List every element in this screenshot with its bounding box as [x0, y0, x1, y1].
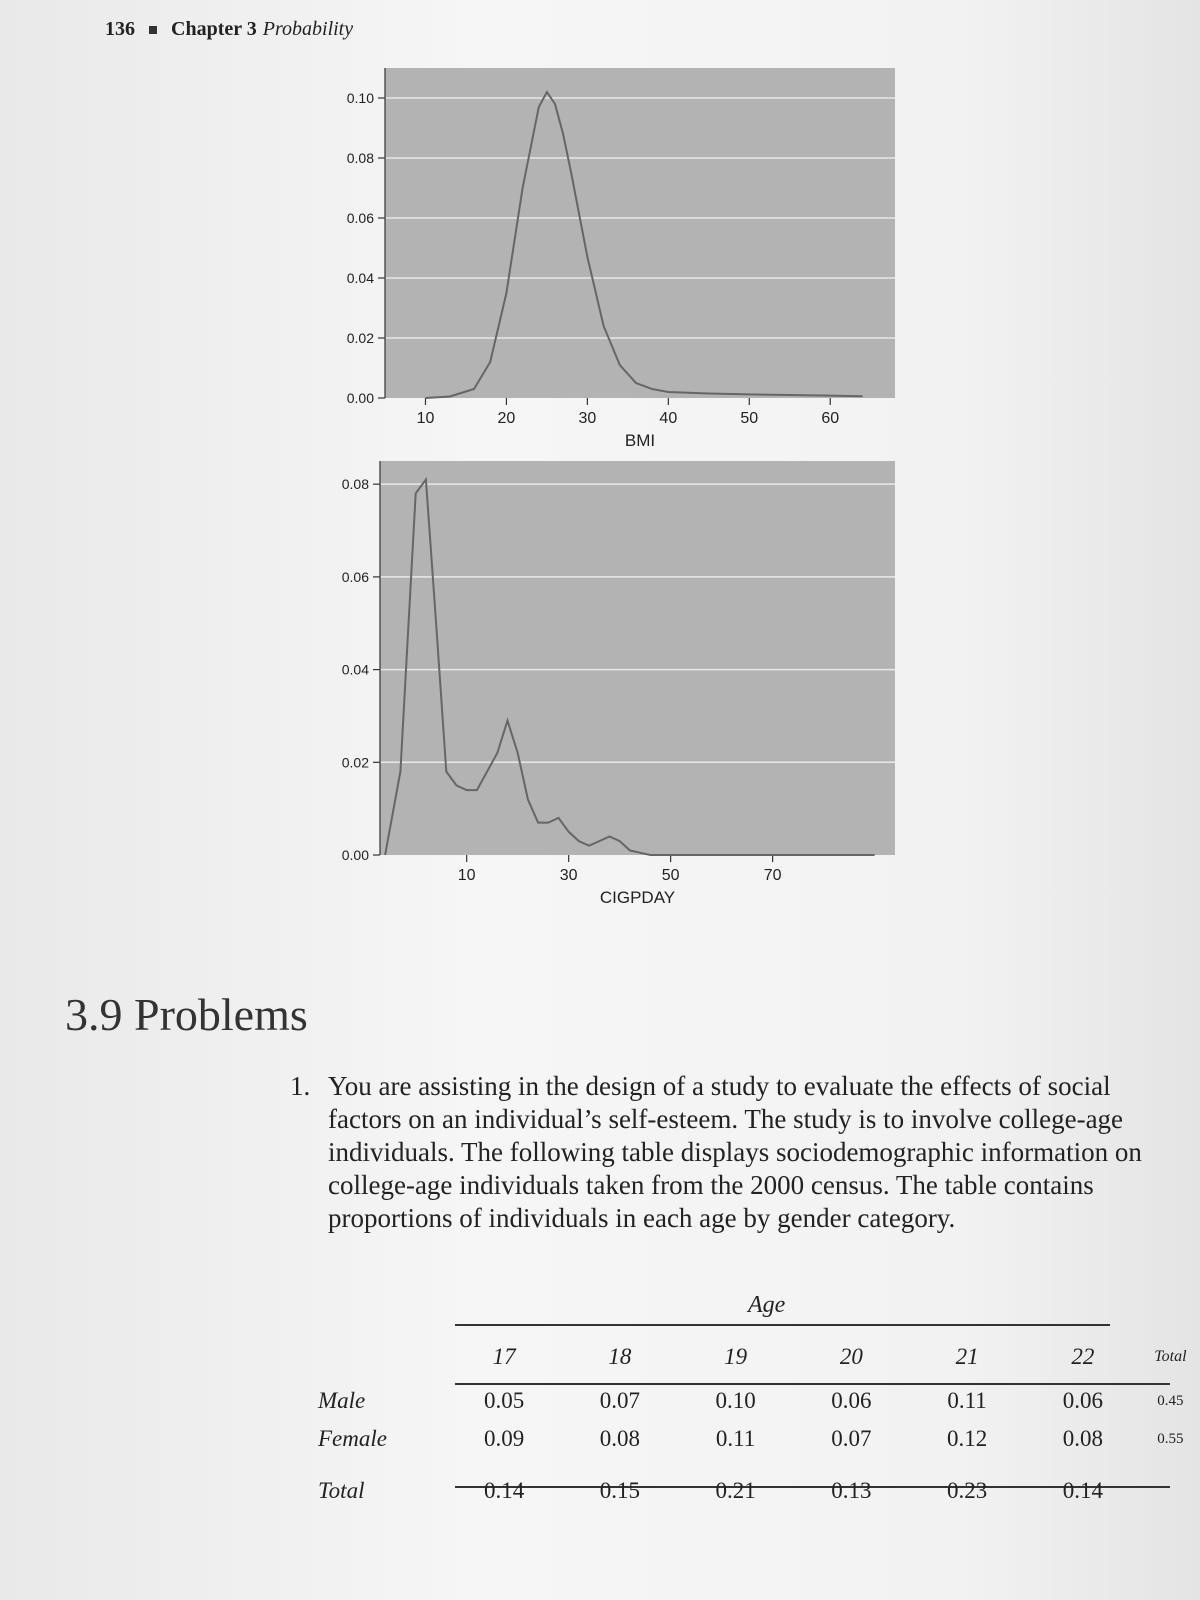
x-tick-label: 60 — [821, 410, 840, 427]
table-row-total — [318, 1472, 1200, 1510]
x-axis-label: CIGPDAY — [599, 888, 676, 907]
x-tick-label: 50 — [661, 867, 680, 884]
y-tick-label: 0.06 — [341, 568, 369, 585]
chart-svg — [290, 425, 920, 915]
y-tick-label: 0.08 — [341, 476, 369, 493]
row-label: Female — [318, 1426, 387, 1451]
y-tick-label: 0.00 — [341, 847, 369, 863]
table-spacer-row — [318, 1458, 1200, 1472]
square-bullet-icon — [149, 26, 157, 34]
table-row-male — [318, 1382, 1200, 1420]
chapter-label: Chapter 3 — [171, 18, 257, 40]
table-cell: 0.07 — [599, 1388, 640, 1413]
section-heading: 3.9 Problems — [65, 989, 308, 1040]
y-tick-label: 0.02 — [346, 330, 374, 346]
x-tick-label: 30 — [559, 867, 578, 884]
y-tick-label: 0.08 — [346, 150, 374, 166]
y-tick-label: 0.00 — [346, 390, 374, 406]
table-corner-cell — [318, 1332, 446, 1382]
x-tick-label: 20 — [497, 410, 516, 427]
bmi-density-chart — [300, 40, 920, 450]
y-tick-label: 0.04 — [346, 270, 374, 286]
column-header: 21 — [955, 1344, 979, 1369]
table-cell: 0.12 — [946, 1426, 988, 1451]
plot-background — [380, 461, 895, 855]
y-tick-label: 0.10 — [346, 90, 374, 106]
x-tick-label: 50 — [740, 410, 759, 427]
table-cell-total: 0.45 — [1157, 1392, 1184, 1409]
table-cell: 0.14 — [483, 1478, 525, 1503]
column-header: 19 — [724, 1344, 748, 1369]
running-head — [105, 18, 353, 41]
page-number: 136 — [105, 18, 135, 40]
table-cell: 0.07 — [831, 1426, 872, 1451]
table-cell-total — [1141, 1472, 1200, 1510]
y-tick-label: 0.02 — [341, 754, 369, 771]
problem-text: You are assisting in the design of a study to evaluate the effects of social factors on an individual’s self-esteem. The study is to involve college-age individuals. The following table displays sociodemographic information on college-age individuals taken from the 2000 census. The table contains proportions of individuals in each age by gender category. — [328, 1071, 1142, 1233]
x-tick-label: 10 — [416, 410, 435, 427]
column-header: 17 — [492, 1344, 516, 1369]
chart-svg — [300, 40, 920, 450]
table-cell: 0.08 — [599, 1426, 640, 1451]
plot-background — [385, 68, 895, 398]
table-cell: 0.08 — [1062, 1426, 1103, 1451]
table-cell: 0.14 — [1062, 1478, 1103, 1503]
table-cell: 0.11 — [947, 1388, 987, 1413]
table-cell: 0.23 — [946, 1478, 988, 1503]
problem-number: 1. — [290, 1071, 311, 1101]
table-cell: 0.06 — [1062, 1388, 1103, 1413]
x-tick-label: 40 — [659, 410, 678, 427]
x-tick-label: 70 — [763, 867, 782, 884]
x-tick-label: 30 — [578, 410, 597, 427]
x-axis-label: BMI — [624, 431, 656, 450]
column-header-total: Total — [1154, 1348, 1187, 1365]
row-label: Male — [318, 1388, 366, 1413]
column-header: 18 — [608, 1344, 632, 1369]
age-gender-table — [318, 1332, 1200, 1510]
x-tick-label: 10 — [457, 867, 476, 884]
y-tick-label: 0.06 — [346, 210, 374, 226]
cigpday-density-chart — [290, 425, 920, 915]
table-cell: 0.05 — [483, 1388, 525, 1413]
table-row-female — [318, 1420, 1200, 1458]
table-cell-total: 0.55 — [1157, 1430, 1184, 1447]
table-cell: 0.21 — [715, 1478, 756, 1503]
table-group-header: Age — [748, 1292, 786, 1318]
table-top-rule — [455, 1324, 1110, 1326]
table-header-row — [318, 1332, 1200, 1382]
column-header: 22 — [1071, 1344, 1095, 1369]
table-cell: 0.09 — [483, 1426, 525, 1451]
table-cell: 0.13 — [831, 1478, 872, 1503]
row-label: Total — [318, 1478, 365, 1503]
table-cell: 0.11 — [715, 1426, 756, 1451]
table-cell: 0.10 — [715, 1388, 756, 1413]
y-tick-label: 0.04 — [341, 661, 369, 678]
column-header: 20 — [839, 1344, 863, 1369]
table-cell: 0.06 — [831, 1388, 872, 1413]
chapter-title: Probability — [262, 18, 354, 40]
problem-1 — [290, 1070, 1175, 1235]
table-cell: 0.15 — [599, 1478, 640, 1503]
